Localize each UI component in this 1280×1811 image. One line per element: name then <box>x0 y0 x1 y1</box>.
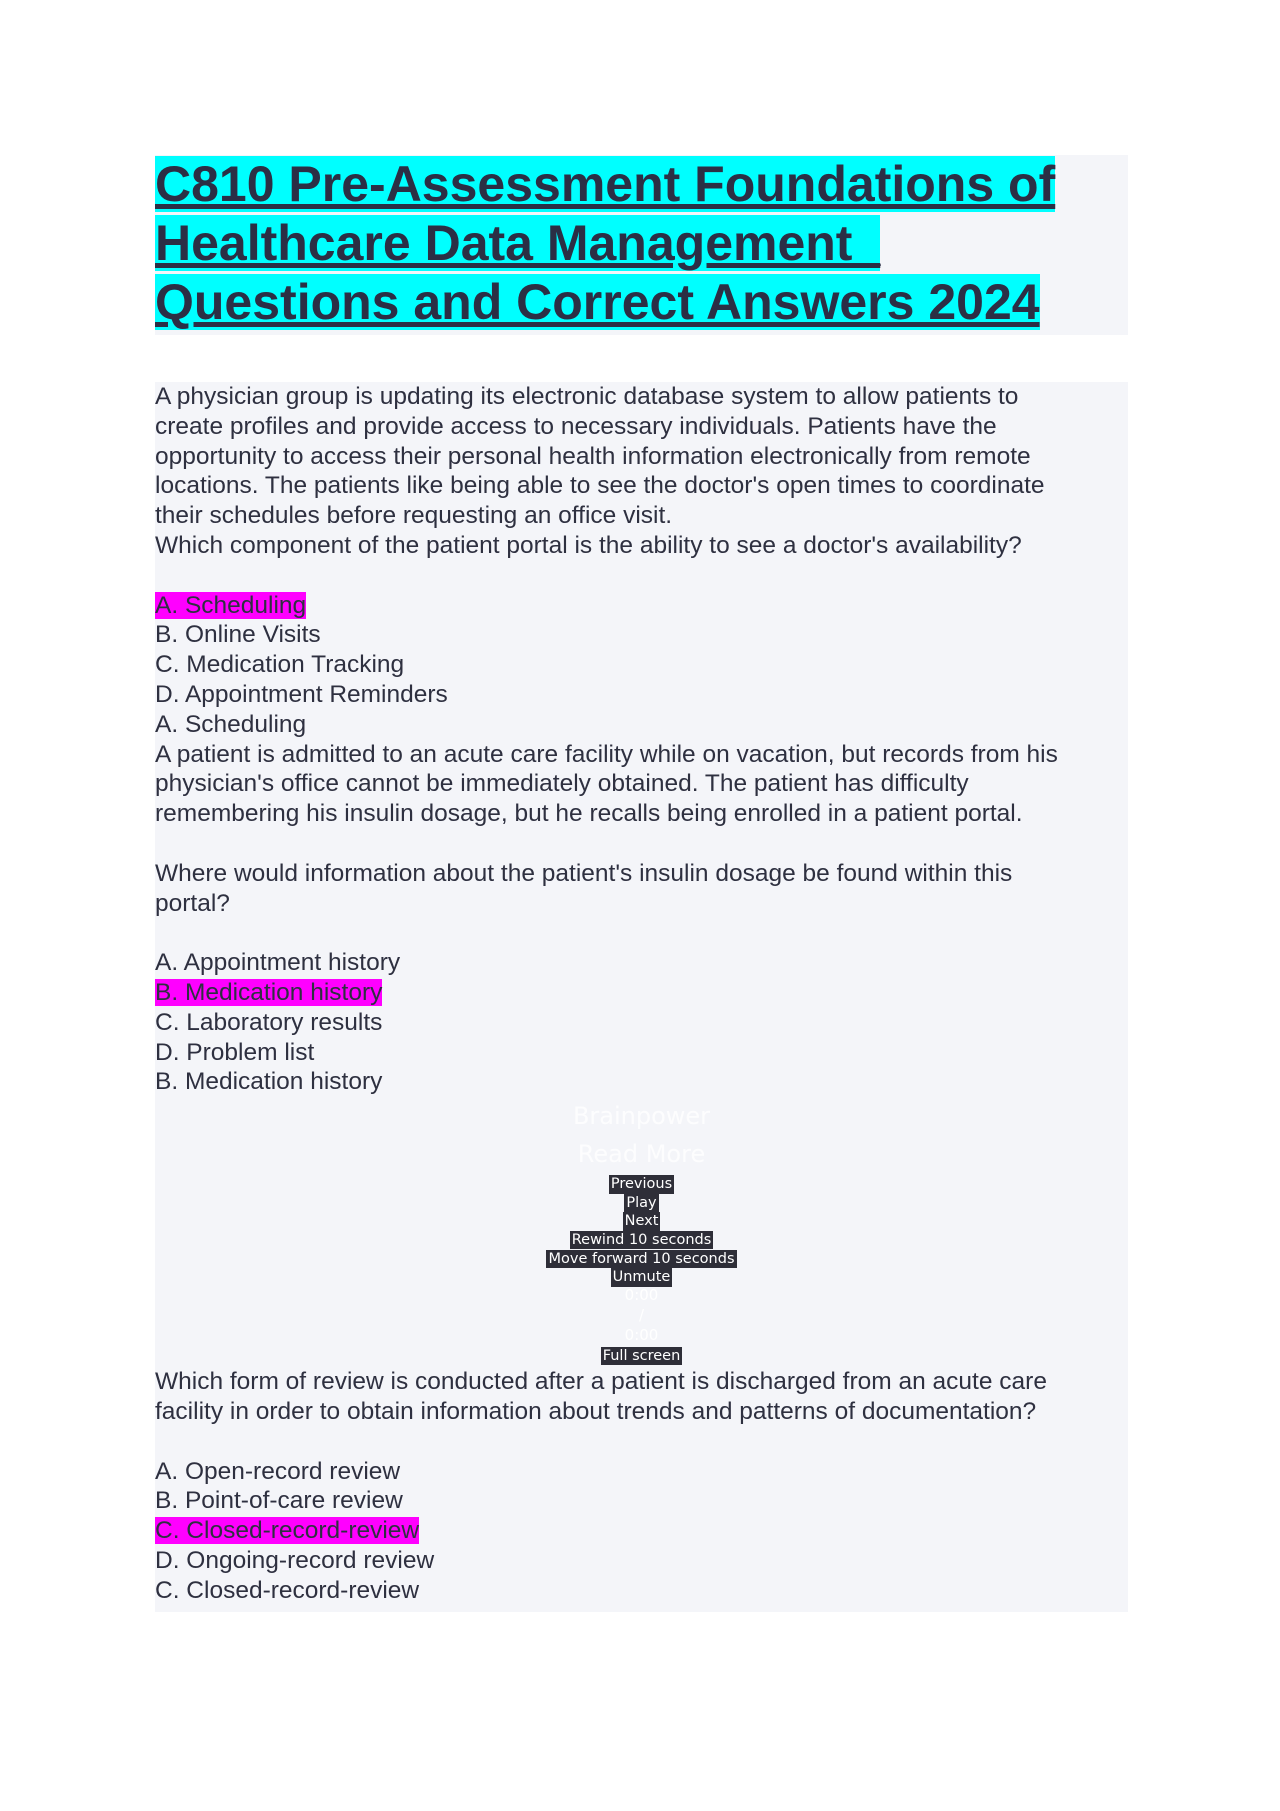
question-2-prompt: portal? <box>155 889 230 917</box>
question-1 <box>155 382 1128 740</box>
question-3-answer: C. Closed-record-review <box>155 1576 420 1604</box>
current-time: 0:00 <box>624 1285 659 1304</box>
question-2 <box>155 740 1128 1098</box>
document-title[interactable] <box>155 155 1128 332</box>
question-3-option-d: D. Ongoing-record review <box>155 1546 435 1574</box>
content-block <box>155 382 1128 1612</box>
question-1-stem-line: create profiles and provide access to necessary individuals. Patients have the <box>155 412 997 440</box>
question-2-option-c: C. Laboratory results <box>155 1008 383 1036</box>
player-brand[interactable]: Brainpower <box>572 1102 711 1131</box>
duration: 0:00 <box>624 1325 659 1344</box>
read-more-link[interactable]: Read More <box>577 1140 706 1169</box>
previous-button[interactable]: Previous <box>610 1176 673 1193</box>
title-line-1: C810 Pre-Assessment Foundations of <box>155 156 1056 212</box>
highlighted-answer: B. Medication history <box>155 978 383 1006</box>
question-1-answer: A. Scheduling <box>155 710 307 738</box>
media-player <box>155 1097 1128 1367</box>
title-line-3: Questions and Correct Answers 2024 <box>155 274 1040 330</box>
question-3-stem-line: facility in order to obtain information about trends and patterns of documentation? <box>155 1397 1037 1425</box>
question-1-option-c: C. Medication Tracking <box>155 651 405 679</box>
time-separator: / <box>638 1305 645 1324</box>
question-1-stem-line: their schedules before requesting an office visit. <box>155 502 673 530</box>
question-1-prompt: Which component of the patient portal is the ability to see a doctor's availability? <box>155 531 1022 559</box>
question-2-stem-line: remembering his insulin dosage, but he recalls being enrolled in a patient portal. <box>155 800 1023 828</box>
highlighted-answer: C. Closed-record-review <box>155 1517 420 1545</box>
question-2-option-a: A. Appointment history <box>155 949 401 977</box>
question-3 <box>155 1367 1128 1605</box>
question-3-option-a: A. Open-record review <box>155 1457 401 1485</box>
play-button[interactable]: Play <box>626 1194 657 1211</box>
question-2-option-d: D. Problem list <box>155 1038 315 1066</box>
question-1-stem-line: locations. The patients like being able to see the doctor's open times to coordinate <box>155 472 1045 500</box>
question-2-stem-line: physician's office cannot be immediately obtained. The patient has difficulty <box>155 770 969 798</box>
forward-button[interactable]: Move forward 10 seconds <box>548 1250 735 1267</box>
question-3-option-b: B. Point-of-care review <box>155 1487 403 1515</box>
question-2-stem-line: A patient is admitted to an acute care facility while on vacation, but records from his <box>155 740 1058 768</box>
unmute-button[interactable]: Unmute <box>612 1269 671 1286</box>
question-1-option-a <box>155 591 1128 621</box>
question-1-option-b: B. Online Visits <box>155 621 321 649</box>
question-2-answer: B. Medication history <box>155 1068 383 1096</box>
rewind-button[interactable]: Rewind 10 seconds <box>571 1231 712 1248</box>
question-3-option-c <box>155 1516 1128 1546</box>
question-3-stem-line: Which form of review is conducted after a patient is discharged from an acute care <box>155 1368 1047 1396</box>
next-button[interactable]: Next <box>624 1213 659 1230</box>
question-2-prompt: Where would information about the patient's insulin dosage be found within this <box>155 859 1013 887</box>
question-1-stem-line: opportunity to access their personal health information electronically from remote <box>155 442 1031 470</box>
question-2-option-b <box>155 978 1128 1008</box>
question-1-stem-line: A physician group is updating its electronic database system to allow patients to <box>155 383 1019 410</box>
question-1-option-d: D. Appointment Reminders <box>155 680 448 708</box>
title-block <box>155 155 1128 335</box>
highlighted-answer: A. Scheduling <box>155 591 307 619</box>
fullscreen-button[interactable]: Full screen <box>602 1347 681 1364</box>
title-line-2: Healthcare Data Management_ <box>155 215 881 271</box>
